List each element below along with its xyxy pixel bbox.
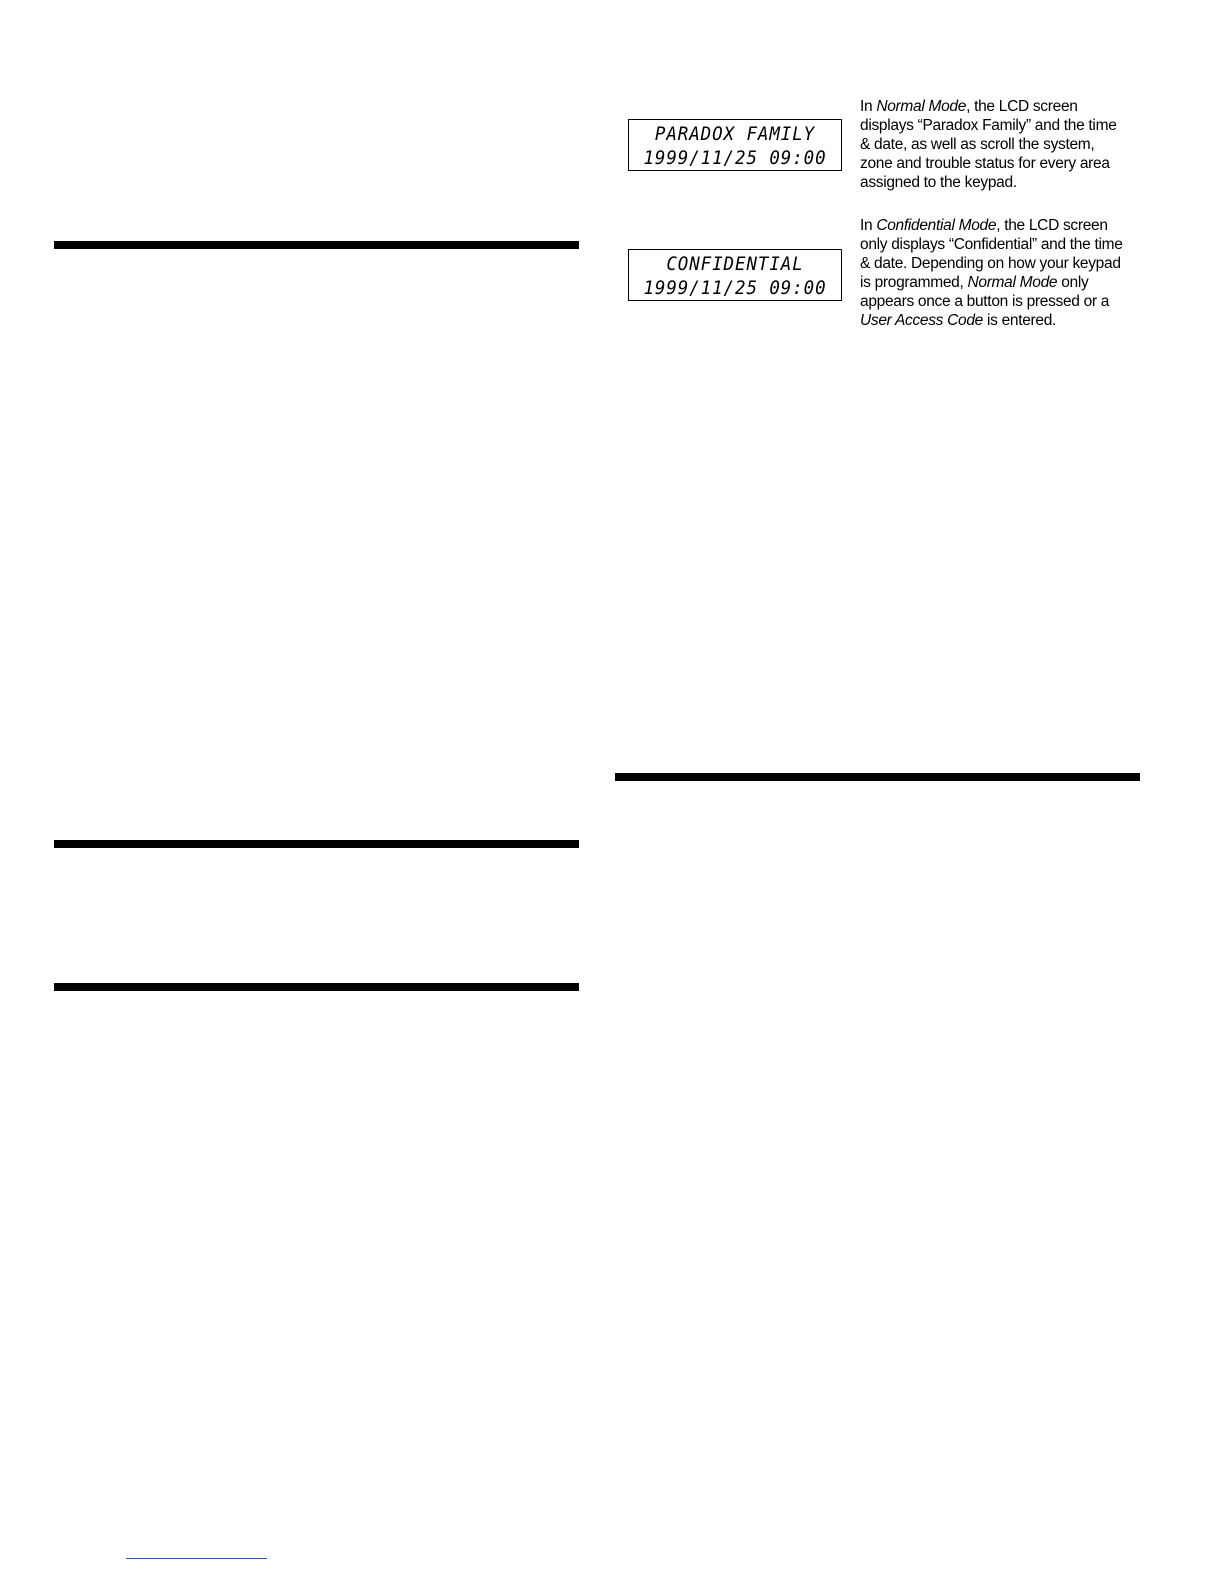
section-rule — [54, 241, 579, 249]
footer-underline — [126, 1558, 267, 1559]
normal-mode-term: Normal Mode — [967, 274, 1058, 291]
confidential-mode-description: In Confidential Mode, the LCD screen only displays “Confidential” and the time & date. Depending on how your keypad is programmed, Normal Mode only appears once a button is pressed or a User Access Code is entered. — [860, 217, 1123, 329]
section-rule — [615, 773, 1140, 781]
section-rule — [54, 983, 579, 991]
section-rule — [54, 840, 579, 848]
confidential-mode-term: Confidential Mode — [876, 217, 997, 234]
lcd-line-2: 1999/11/25 09:00 — [643, 277, 827, 299]
lcd-display-normal-mode — [628, 119, 842, 171]
lcd-line-2: 1999/11/25 09:00 — [643, 147, 827, 169]
lcd-line-1: PARADOX FAMILY — [654, 123, 816, 145]
normal-mode-term: Normal Mode — [876, 98, 967, 115]
lcd-line-1: CONFIDENTIAL — [666, 253, 804, 275]
lcd-display-confidential-mode — [628, 249, 842, 301]
user-access-code-term: User Access Code — [860, 312, 983, 329]
normal-mode-description: In Normal Mode, the LCD screen displays “Paradox Family” and the time & date, as well as scroll the system, zone and trouble status for every area assigned to the keypad. — [860, 98, 1117, 191]
